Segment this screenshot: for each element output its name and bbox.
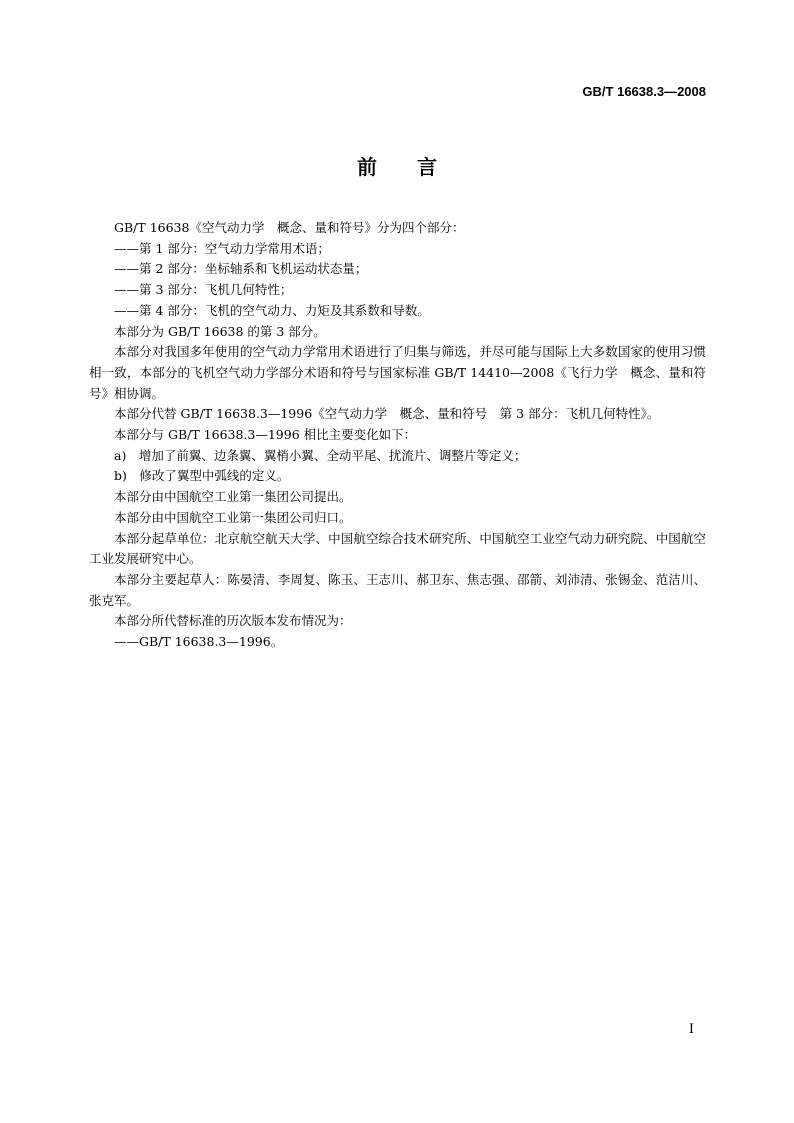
- list-item-part-1: ——第 1 部分：空气动力学常用术语；: [114, 240, 330, 256]
- list-item-change-b: b) 修改了翼型中弧线的定义。: [114, 468, 290, 484]
- paragraph-drafters: 本部分主要起草人：陈晏清、李周复、陈玉、王志川、郝卫东、焦志强、邵箭、刘沛清、张锡金、范洁川、张克军。: [89, 571, 706, 608]
- foreword-body: [89, 218, 706, 653]
- page-title: 前言: [357, 155, 477, 179]
- paragraph-parts-intro: GB/T 16638《空气动力学 概念、量和符号》分为四个部分：: [114, 220, 465, 235]
- paragraph-this-part: 本部分为 GB/T 16638 的第 3 部分。: [114, 323, 326, 339]
- page-number: I: [688, 1022, 694, 1037]
- paragraph-history-intro: 本部分所代替标准的历次版本发布情况为：: [114, 613, 352, 629]
- list-item-change-a: a) 增加了前翼、边条翼、翼梢小翼、全动平尾、扰流片、调整片等定义；: [114, 447, 527, 463]
- paragraph-changes-intro: 本部分与 GB/T 16638.3—1996 相比主要变化如下：: [114, 427, 417, 443]
- list-item-part-3: ——第 3 部分：飞机几何特性；: [114, 282, 293, 298]
- list-item-part-4: ——第 4 部分：飞机的空气动力、力矩及其系数和导数。: [114, 302, 430, 318]
- paragraph-terminology: 本部分对我国多年使用的空气动力学常用术语进行了归集与筛选，并尽可能与国际上大多数国家的使用习惯相一致，本部分的飞机空气动力学部分术语和符号与国家标准 GB/T 14410—2008《飞行力学 概念、量和符号》相协调。: [89, 344, 706, 401]
- paragraph-replaces: 本部分代替 GB/T 16638.3—1996《空气动力学 概念、量和符号 第 3 部分：飞机几何特性》。: [114, 406, 660, 422]
- list-item-part-2: ——第 2 部分：坐标轴系和飞机运动状态量；: [114, 261, 368, 277]
- list-item-history-1996: ——GB/T 16638.3—1996。: [114, 634, 284, 650]
- paragraph-centralized-by: 本部分由中国航空工业第一集团公司归口。: [114, 509, 352, 525]
- standard-code: GB/T 16638.3—2008: [582, 84, 706, 99]
- paragraph-drafting-units: 本部分起草单位：北京航空航天大学、中国航空综合技术研究所、中国航空工业空气动力研究院、中国航空工业发展研究中心。: [89, 530, 706, 567]
- paragraph-proposed-by: 本部分由中国航空工业第一集团公司提出。: [114, 489, 352, 505]
